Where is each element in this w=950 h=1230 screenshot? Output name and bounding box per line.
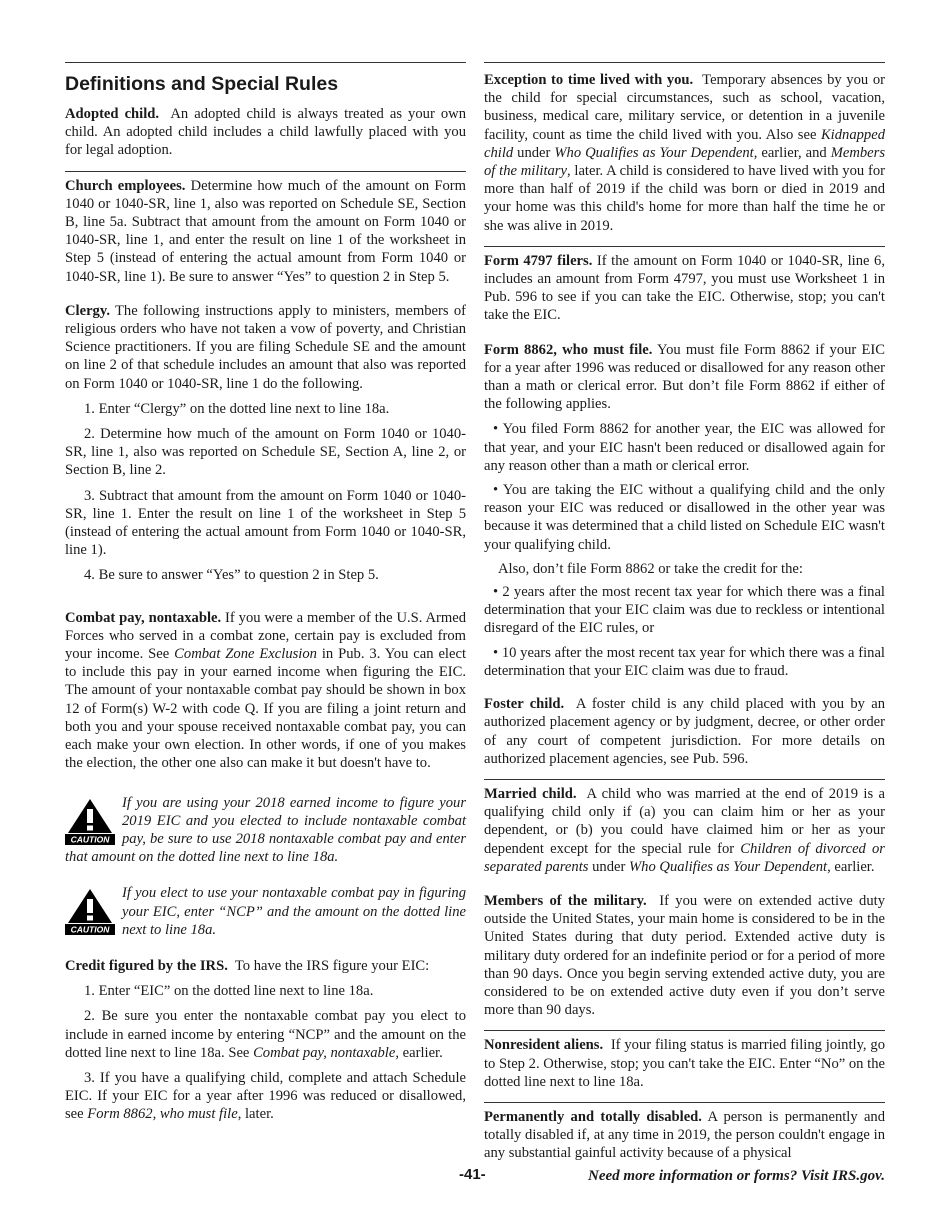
page-number: -41-	[459, 1166, 486, 1183]
form-8862-bullet-2: • You are taking the EIC without a qualifying child and the only reason your EIC was reduced or disallowed in the other year was because it was determined that a child listed on Schedule EIC wasn't your qualifying child.	[484, 482, 885, 553]
clergy-text: The following instructions apply to ministers, members of religious orders who have not taken a vow of poverty, and Christian Science practitioners. If you are filing Schedule SE and the amount on line 2 of that schedule includes an amount that also was reported on Form 1040 or 1040-SR, line 1 do the following.	[65, 302, 466, 392]
combat-pay-text-a: If you were a member of the U.S. Armed Forces who served in a combat zone, certain pay is excluded from your income. See	[65, 609, 466, 663]
term-credit-irs: Credit figured by the IRS.	[65, 957, 228, 974]
form-8862-bullet-3: • 2 years after the most recent tax year for which there was a final determination that your EIC claim was due to reckless or intentional disregard of the EIC rules, or	[484, 584, 885, 637]
term-clergy: Clergy.	[65, 302, 110, 319]
term-exception-time: Exception to time lived with you.	[484, 72, 694, 88]
clergy-entry	[65, 302, 466, 596]
clergy-step-2: 2. Determine how much of the amount on Form 1040 or 1040-SR, line 1, also was reported on Schedule SE, Section A, line 2, or Section B, line 2.	[65, 426, 466, 479]
irs-step-1: 1. Enter “EIC” on the dotted line next to line 18a.	[84, 983, 374, 1000]
page-footer	[0, 1166, 950, 1188]
foster-child-entry	[484, 695, 885, 780]
irs-step-3-text: 3. If you have a qualifying child, complete and attach Schedule EIC. If your EIC for a year after 1996 was reduced or disallowed, see	[65, 1069, 466, 1123]
who-qualifies-ref: Who Qualifies as Your Dependent	[554, 144, 754, 161]
married-under: under	[592, 858, 626, 875]
right-column	[484, 62, 885, 1179]
married-child-text-b: , earlier.	[827, 858, 875, 875]
nonresident-aliens-entry	[484, 1036, 885, 1103]
term-adopted-child: Adopted child.	[65, 106, 160, 122]
form-4797-text: If the amount on Form 1040 or 1040-SR, line 6, includes an amount from Form 4797, you must use Worksheet 1 in Pub. 596 to see if you can take the EIC. Otherwise, stop; you can't take the EIC.	[484, 252, 885, 324]
irs-step-3	[65, 1069, 466, 1124]
form-8862-ref: Form 8862, who must file	[87, 1106, 238, 1123]
term-form-4797: Form 4797 filers.	[484, 252, 593, 269]
caution-note-1	[65, 794, 466, 867]
credit-irs-text: To have the IRS figure your EIC:	[234, 957, 430, 974]
church-employees-entry	[65, 177, 466, 297]
left-column	[65, 62, 466, 1140]
caution-label: CAUTION	[70, 924, 110, 935]
caution-label: CAUTION	[70, 834, 110, 844]
disabled-entry	[484, 1108, 885, 1174]
form-8862-also: Also, don’t file Form 8862 or take the credit for the:	[498, 560, 803, 577]
caution-note-2	[65, 884, 466, 939]
clergy-step-4: 4. Be sure to answer “Yes” to question 2 in Step 5.	[84, 567, 379, 584]
form-4797-entry	[484, 252, 885, 336]
term-combat-pay: Combat pay, nontaxable.	[65, 609, 222, 626]
married-child-entry	[484, 785, 885, 887]
footer-note: Need more information or forms? Visit IRS.gov.	[588, 1168, 885, 1184]
irs-step-2-text: 2. Be sure you enter the nontaxable combat pay you elect to include in earned income by entering “NCP” and the amount on the dotted line next to line 18a. See	[65, 1008, 466, 1061]
combat-zone-exclusion-ref: Combat Zone Exclusion	[174, 646, 317, 663]
adopted-child-entry	[65, 105, 466, 172]
form-8862-entry	[484, 341, 885, 690]
form-8862-bullet-4: • 10 years after the most recent tax year for which there was a final determination that your EIC claim was due to fraud.	[484, 644, 885, 679]
term-nonresident-aliens: Nonresident aliens.	[484, 1037, 604, 1054]
disabled-text: A person is permanently and totally disabled if, at any time in 2019, the person couldn't engage in any substantial gainful activity because of a physical	[484, 1108, 886, 1162]
term-foster-child: Foster child.	[484, 696, 565, 713]
exception-text-a: Temporary absences by you or the child for special circumstances, such as school, vacation, business, medical care, military service, or detention in a juvenile facility, count as time the child lived with you. Also see	[484, 72, 885, 143]
combat-pay-text-b: in Pub. 3. You can elect to include this pay in your earned income when figuring the EIC. The amount of your nontaxable combat pay should be shown in box 12 of Form(s) W-2 with code Q. If you are filing a joint return and both you and your spouse received nontaxable combat pay, you can each make your own election. In other words, if one of you makes the election, the other one also can make it but doesn't have to.	[65, 646, 466, 772]
irs-step-2	[65, 1007, 466, 1062]
divorced-parents-ref: Children of divorced or separated parents	[484, 840, 885, 875]
members-military-entry	[484, 892, 885, 1031]
who-qualifies-ref-2: Who Qualifies as Your Dependent	[629, 858, 828, 875]
caution-icon	[65, 887, 115, 935]
exception-time-entry	[484, 71, 885, 247]
caution-text-2: If you elect to use your nontaxable combat pay in figuring your EIC, enter “NCP” and the amount on the dotted line next to line 18a.	[122, 885, 466, 938]
term-form-8862: Form 8862, who must file.	[484, 341, 653, 358]
caution-icon	[65, 797, 115, 845]
irs-step-3-end: , later.	[237, 1106, 274, 1123]
term-disabled: Permanently and totally disabled.	[484, 1108, 702, 1125]
section-title: Definitions and Special Rules	[65, 73, 339, 95]
nonresident-aliens-text: If your filing status is married filing jointly, go to Step 2. Otherwise, stop; you can't take the EIC. Enter “No” on the dotted line next to line 18a.	[484, 1037, 885, 1090]
kidnapped-child-ref: Kidnapped child	[484, 126, 885, 161]
credit-irs-entry	[65, 957, 466, 1135]
exception-under: under	[517, 144, 551, 161]
caution-text-1: If you are using your 2018 earned income to figure your 2019 EIC and you elected to include nontaxable combat pay, be sure to use 2018 nontaxable combat pay and enter that amount on the dotted line next to line 18a.	[65, 794, 466, 866]
foster-child-text: A foster child is any child placed with you by an authorized placement agency or by judgment, decree, or other order of any court of competent jurisdiction. For more details on authorized placement agencies, see Pub. 596.	[484, 696, 885, 767]
exception-text-b: , later. A child is considered to have lived with you for more than half of 2019 if the child was born or died in 2019 and your home was this child's home for more than half the time he or she was alive in 2019.	[484, 163, 885, 234]
term-members-military: Members of the military.	[484, 892, 647, 909]
combat-pay-ref: Combat pay, nontaxable	[253, 1044, 396, 1061]
adopted-child-text: An adopted child is always treated as your own child. An adopted child includes a child lawfully placed with you for legal adoption.	[65, 106, 466, 159]
church-employees-text: Determine how much of the amount on Form 1040 or 1040-SR, line 1, also was reported on Schedule SE, Section B, line 5a. Subtract that amount from the amount on Form 1040 or 1040-SR, line 1, and enter the result on line 1 of the worksheet in Step 5 (instead of entering the actual amount from Form 1040 or 1040-SR, line 1). Be sure to answer “Yes” to question 2 in Step 5.	[65, 177, 466, 285]
term-married-child: Married child.	[484, 785, 577, 802]
members-military-text: If you were on extended active duty outside the United States, your main home is considered to be in the United States during that duty period. Extended active duty is military duty ordered for an indefinite period or for a period of more than 90 days. Once you begin serving extended active duty, you are considered to be on extended active duty even if you don’t serve more than 90 days.	[484, 892, 886, 1019]
clergy-step-3: 3. Subtract that amount from the amount on Form 1040 or 1040-SR, line 1. Enter the result on line 1 of the worksheet in Step 5 (instead of entering the actual amount from Form 1040 or 1040-SR, line 1).	[65, 487, 466, 559]
exception-mid: , earlier, and	[753, 144, 827, 161]
form-8862-text: You must file Form 8862 if your EIC for a year after 1996 was reduced or disallowed for any reason other than a math or clerical error. But don’t file Form 8862 if either of the following applies.	[484, 341, 885, 413]
term-church-employees: Church employees.	[65, 177, 186, 194]
married-child-text-a: A child who was married at the end of 2019 is a qualifying child only if (a) you can claim him or her as your dependent, or (b) you could have claimed him or her as your dependent except for the special rule for	[484, 785, 886, 857]
irs-step-2-end: , earlier.	[395, 1044, 443, 1061]
form-8862-bullet-1: • You filed Form 8862 for another year, the EIC was allowed for that year, and your EIC hasn't been reduced or disallowed again for any reason other than a math or clerical error.	[484, 421, 885, 474]
members-military-ref: Members of the military	[484, 144, 885, 180]
clergy-step-1: 1. Enter “Clergy” on the dotted line next to line 18a.	[84, 400, 390, 417]
combat-pay-entry	[65, 609, 466, 784]
